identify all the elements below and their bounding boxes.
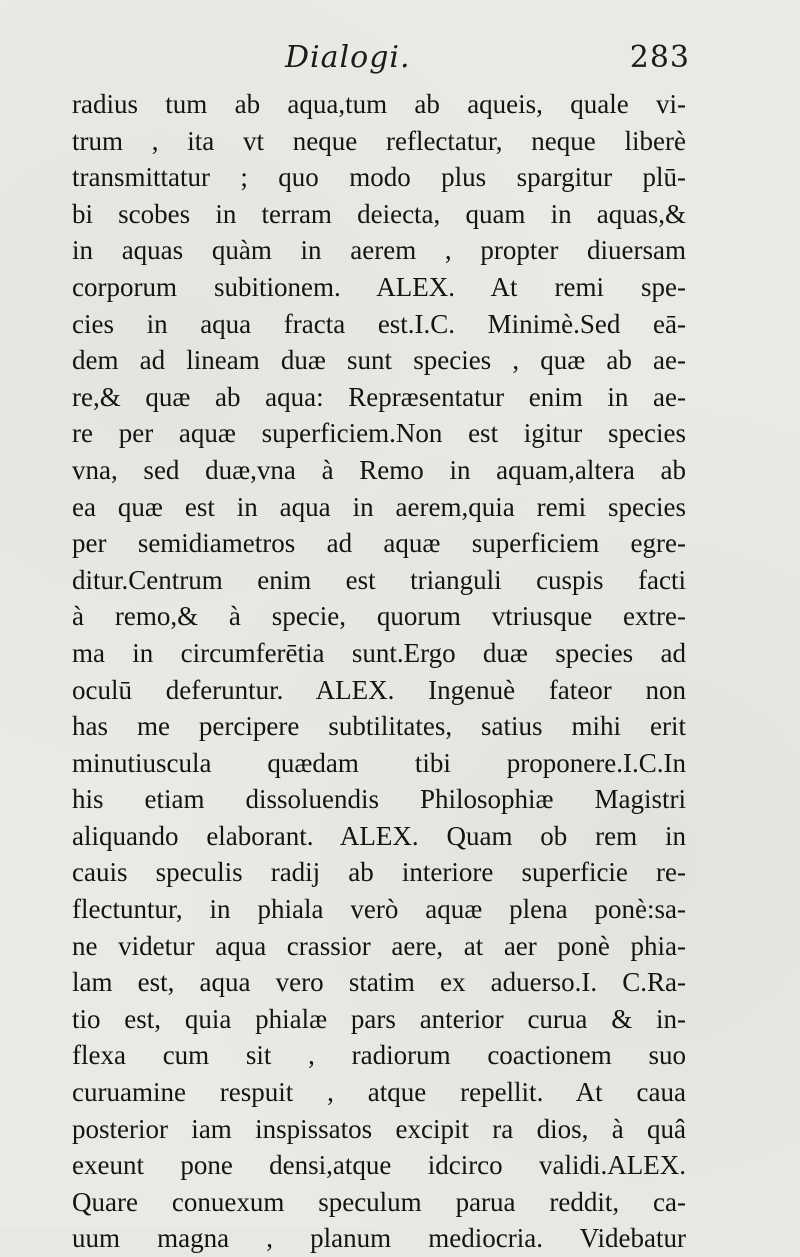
text-line: bi scobes in terram deiecta, quam in aquas,& (72, 198, 686, 229)
text-line: his etiam dissoluendis Philosophiæ Magistri (72, 784, 686, 815)
text-line: aliquando elaborant. ALEX. Quam ob rem in (72, 820, 686, 851)
text-line: Quare conuexum speculum parua reddit, ca- (72, 1186, 686, 1217)
text-line: trum , ita vt neque reflectatur, neque liberè (72, 125, 686, 156)
text-line: vna, sed duæ,vna à Remo in aquam,altera ab (72, 454, 686, 485)
text-line: in aquas quàm in aerem , propter diuersam (72, 235, 686, 266)
text-line: minutiuscula quædam tibi proponere.I.C.In (72, 747, 686, 778)
text-line: lam est, aqua vero statim ex aduerso.I. C.Ra- (72, 967, 686, 998)
text-line: oculū deferuntur. ALEX. Ingenuè fateor non (72, 674, 686, 705)
text-line: re,& quæ ab aqua: Repræsentatur enim in ae- (72, 381, 686, 412)
text-line: exeunt pone densi,atque idcirco validi.ALEX. (72, 1150, 686, 1181)
body-text (72, 86, 686, 1257)
text-line: flexa cum sit , radiorum coactionem suo (72, 1040, 686, 1071)
text-line: ditur.Centrum enim est trianguli cuspis facti (72, 564, 686, 595)
text-line: radius tum ab aqua,tum ab aqueis, quale vi- (72, 89, 686, 119)
text-line: uum magna , planum mediocria. Videbatur (72, 1223, 686, 1254)
running-title: Dialogi. (285, 40, 411, 75)
text-line: dem ad lineam duæ sunt species , quæ ab ae- (72, 345, 686, 376)
page-number: 283 (629, 40, 690, 75)
text-line: curuamine respuit , atque repellit. At caua (72, 1077, 686, 1108)
text-line: posterior iam inspissatos excipit ra dios, à quâ (72, 1113, 686, 1144)
text-line: ne videtur aqua crassior aere, at aer ponè phia- (72, 930, 686, 961)
text-line: tio est, quia phialæ pars anterior curua & in- (72, 1003, 686, 1034)
text-line: ma in circumferētia sunt.Ergo duæ species ad (72, 637, 686, 668)
text-line: ea quæ est in aqua in aerem,quia remi species (72, 491, 686, 522)
page-header (70, 40, 690, 90)
text-line: corporum subitionem. ALEX. At remi spe- (72, 271, 686, 302)
text-line: cauis speculis radij ab interiore superficie re- (72, 857, 686, 888)
text-line: à remo,& à specie, quorum vtriusque extre- (72, 601, 686, 632)
text-line: has me percipere subtilitates, satius mihi erit (72, 711, 686, 742)
text-line: re per aquæ superficiem.Non est igitur species (72, 418, 686, 449)
text-line: cies in aqua fracta est.I.C. Minimè.Sed eā- (72, 308, 686, 339)
text-line: flectuntur, in phiala verò aquæ plena ponè:sa- (72, 894, 686, 925)
text-line: per semidiametros ad aquæ superficiem egre- (72, 528, 686, 559)
text-line: transmittatur ; quo modo plus spargitur plū- (72, 162, 686, 193)
